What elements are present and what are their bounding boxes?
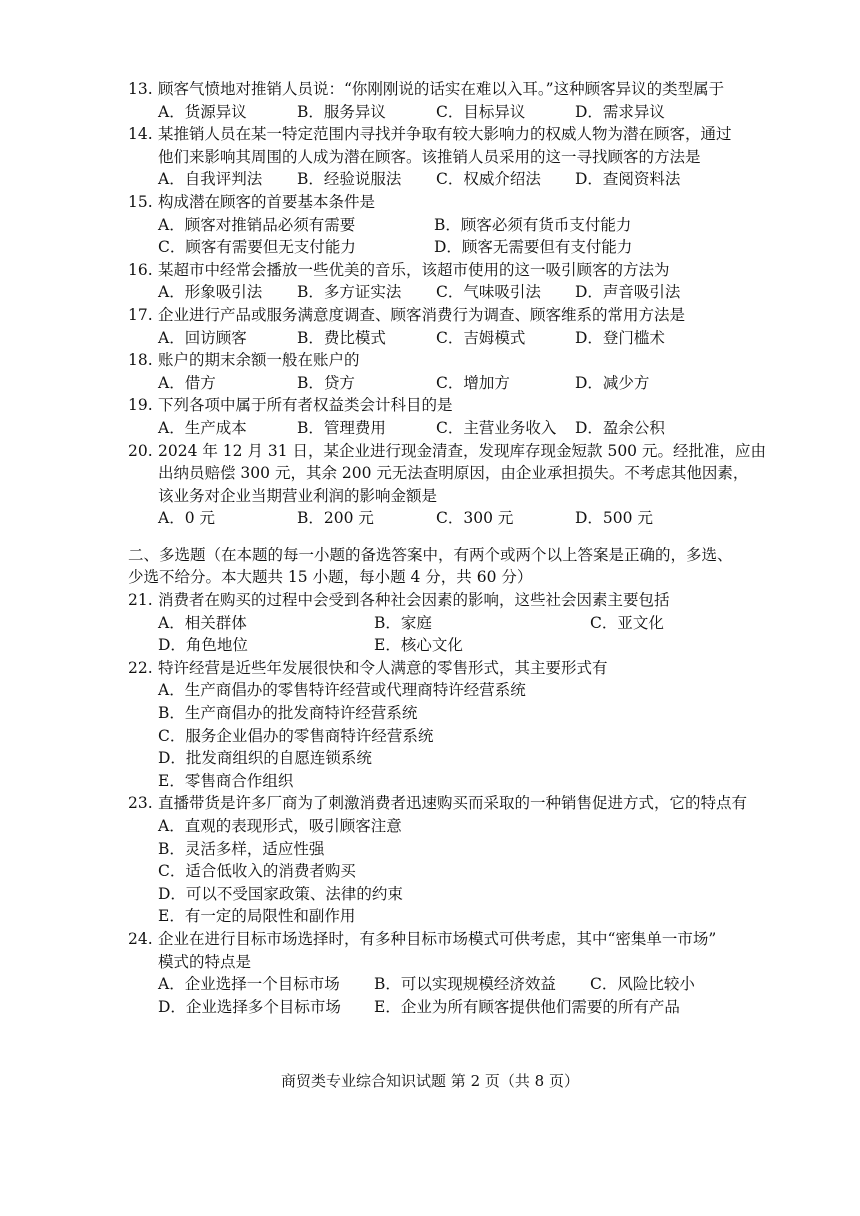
section-spacer	[128, 530, 748, 544]
question-stem: 直播带货是许多厂商为了刺激消费者迅速购买而采取的一种销售促进方式，它的特点有	[158, 794, 748, 813]
question-number: 15.	[128, 192, 153, 211]
option-e: E．有一定的局限性和副作用	[158, 907, 356, 926]
question-stem: 账户的期末余额一般在账户的	[158, 351, 360, 370]
question-stem-continued: 他们来影响其周围的人成为潜在顾客。该推销人员采用的这一寻找顾客的方法是	[158, 147, 701, 166]
option-e: E．企业为所有顾客提供他们需要的所有产品	[374, 997, 680, 1016]
question-13-options	[128, 101, 748, 124]
question-number: 24.	[128, 929, 153, 948]
option-a: A．回访顾客	[158, 328, 247, 347]
section-heading-continued: 少选不给分。本大题共 15 小题，每小题 4 分，共 60 分）	[128, 568, 533, 587]
option-d: D．顾客无需要但有支付能力	[434, 238, 633, 257]
question-14-options	[128, 168, 748, 191]
option-c: C．300 元	[436, 509, 514, 528]
option-d: D．角色地位	[158, 636, 248, 655]
question-stem: 顾客气愤地对推销人员说：“你刚刚说的话实在难以入耳。”这种顾客异议的类型属于	[158, 80, 725, 98]
option-a: A．相关群体	[158, 613, 247, 632]
option-b: B．经验说服法	[297, 170, 402, 189]
option-b: B．顾客必须有货币支付能力	[434, 215, 632, 234]
option-a: A．直观的表现形式，吸引顾客注意	[158, 817, 402, 835]
question-stem: 企业在进行目标市场选择时，有多种目标市场模式可供考虑，其中“密集单一市场”	[158, 929, 717, 948]
question-number: 20.	[128, 441, 153, 460]
question-21-options-row1	[128, 612, 748, 635]
question-number: 14.	[128, 125, 153, 144]
option-a: A．形象吸引法	[158, 283, 263, 302]
option-b: B．服务异议	[297, 102, 386, 121]
option-c: C．亚文化	[590, 613, 664, 632]
question-19	[128, 394, 748, 417]
option-a: A．顾客对推销品必须有需要	[158, 215, 356, 234]
question-stem: 特许经营是近些年发展很快和令人满意的零售形式，其主要形式有	[158, 658, 608, 677]
question-24-options-row2	[128, 996, 748, 1019]
question-24-options-row1	[128, 973, 748, 996]
option-b: B．管理费用	[297, 418, 386, 437]
option-b: B．200 元	[297, 509, 374, 528]
question-stem: 下列各项中属于所有者权益类会计科目的是	[158, 396, 453, 415]
question-20-options	[128, 507, 748, 530]
option-c: C．适合低收入的消费者购买	[158, 862, 356, 881]
question-17	[128, 304, 748, 327]
option-a: A．0 元	[158, 509, 215, 528]
question-number: 13.	[128, 80, 153, 98]
question-15-options-row1	[128, 214, 748, 237]
question-number: 16.	[128, 260, 153, 279]
option-c: C．顾客有需要但无支付能力	[158, 238, 356, 257]
option-c: C．气味吸引法	[436, 283, 541, 302]
question-13	[128, 78, 748, 101]
option-b: B．灵活多样，适应性强	[158, 839, 325, 858]
question-stem: 某超市中经常会播放一些优美的音乐，该超市使用的这一吸引顾客的方法为	[158, 260, 670, 279]
question-21-options-row2	[128, 634, 748, 657]
question-24	[128, 928, 748, 951]
question-18-options	[128, 372, 748, 395]
question-18	[128, 349, 748, 372]
option-a: A．生产商倡办的零售特许经营或代理商特许经营系统	[158, 681, 526, 700]
option-c: C．服务企业倡办的零售商特许经营系统	[158, 726, 434, 745]
question-16	[128, 259, 748, 282]
question-stem-continued: 出纳员赔偿 300 元，其余 200 元无法查明原因，由企业承担损失。不考虑其他因素，	[158, 464, 749, 483]
option-d: D．企业选择多个目标市场	[158, 997, 341, 1016]
question-number: 19.	[128, 396, 153, 415]
question-14	[128, 123, 748, 146]
option-d: D．减少方	[575, 373, 650, 392]
question-15	[128, 191, 748, 214]
question-stem-continued: 该业务对企业当期营业利润的影响金额是	[158, 486, 438, 505]
question-number: 23.	[128, 794, 153, 813]
question-21	[128, 589, 748, 612]
option-d: D．查阅资料法	[575, 170, 681, 189]
question-stem: 企业进行产品或服务满意度调查、顾客消费行为调查、顾客维系的常用方法是	[158, 305, 686, 324]
option-c: C．增加方	[436, 373, 510, 392]
option-a: A．借方	[158, 373, 216, 392]
question-stem: 某推销人员在某一特定范围内寻找并争取有较大影响力的权威人物为潜在顾客，通过	[158, 125, 732, 144]
section-heading: 二、多选题（在本题的每一小题的备选答案中，有两个或两个以上答案是正确的，多选、	[128, 545, 733, 564]
option-c: C．目标异议	[436, 102, 526, 121]
question-stem: 构成潜在顾客的首要基本条件是	[158, 192, 376, 211]
question-stem: 2024 年 12 月 31 日，某企业进行现金清查，发现库存现金短款 500 元。经批准，应由	[158, 441, 766, 460]
question-number: 18.	[128, 351, 153, 370]
option-c: C．权威介绍法	[436, 170, 541, 189]
question-20	[128, 440, 766, 463]
question-stem-continued: 模式的特点是	[158, 952, 252, 971]
option-d: D．500 元	[575, 509, 653, 528]
option-d: D．盈余公积	[575, 418, 665, 437]
option-d: D．批发商组织的自愿连锁系统	[158, 749, 372, 768]
option-d: D．登门槛术	[575, 328, 665, 347]
option-c: C．吉姆模式	[436, 328, 526, 347]
option-c: C．风险比较小	[590, 975, 695, 994]
question-22	[128, 657, 748, 680]
option-a: A．自我评判法	[158, 170, 263, 189]
option-d: D．需求异议	[575, 102, 665, 121]
option-d: D．声音吸引法	[575, 283, 681, 302]
option-a: A．企业选择一个目标市场	[158, 975, 340, 994]
question-number: 22.	[128, 658, 153, 677]
option-b: B．家庭	[374, 613, 432, 632]
question-number: 21.	[128, 591, 153, 610]
option-e: E．核心文化	[374, 636, 463, 655]
option-a: A．货源异议	[158, 102, 247, 121]
option-e: E．零售商合作组织	[158, 771, 294, 790]
option-b: B．可以实现规模经济效益	[374, 975, 556, 994]
option-b: B．生产商倡办的批发商特许经营系统	[158, 704, 418, 723]
question-17-options	[128, 327, 748, 350]
question-stem: 消费者在购买的过程中会受到各种社会因素的影响，这些社会因素主要包括	[158, 591, 670, 610]
page-footer: 商贸类专业综合知识试题 第 2 页（共 8 页）	[281, 1072, 579, 1090]
question-23	[128, 792, 748, 815]
exam-content	[128, 78, 766, 1018]
option-b: B．多方证实法	[297, 283, 402, 302]
option-d: D．可以不受国家政策、法律的约束	[158, 884, 403, 903]
question-number: 17.	[128, 305, 153, 324]
question-16-options	[128, 281, 748, 304]
question-15-options-row2	[128, 236, 748, 259]
option-b: B．费比模式	[297, 328, 386, 347]
option-a: A．生产成本	[158, 418, 247, 437]
option-b: B．贷方	[297, 373, 355, 392]
question-19-options	[128, 417, 748, 440]
option-c: C．主营业务收入	[436, 418, 557, 437]
